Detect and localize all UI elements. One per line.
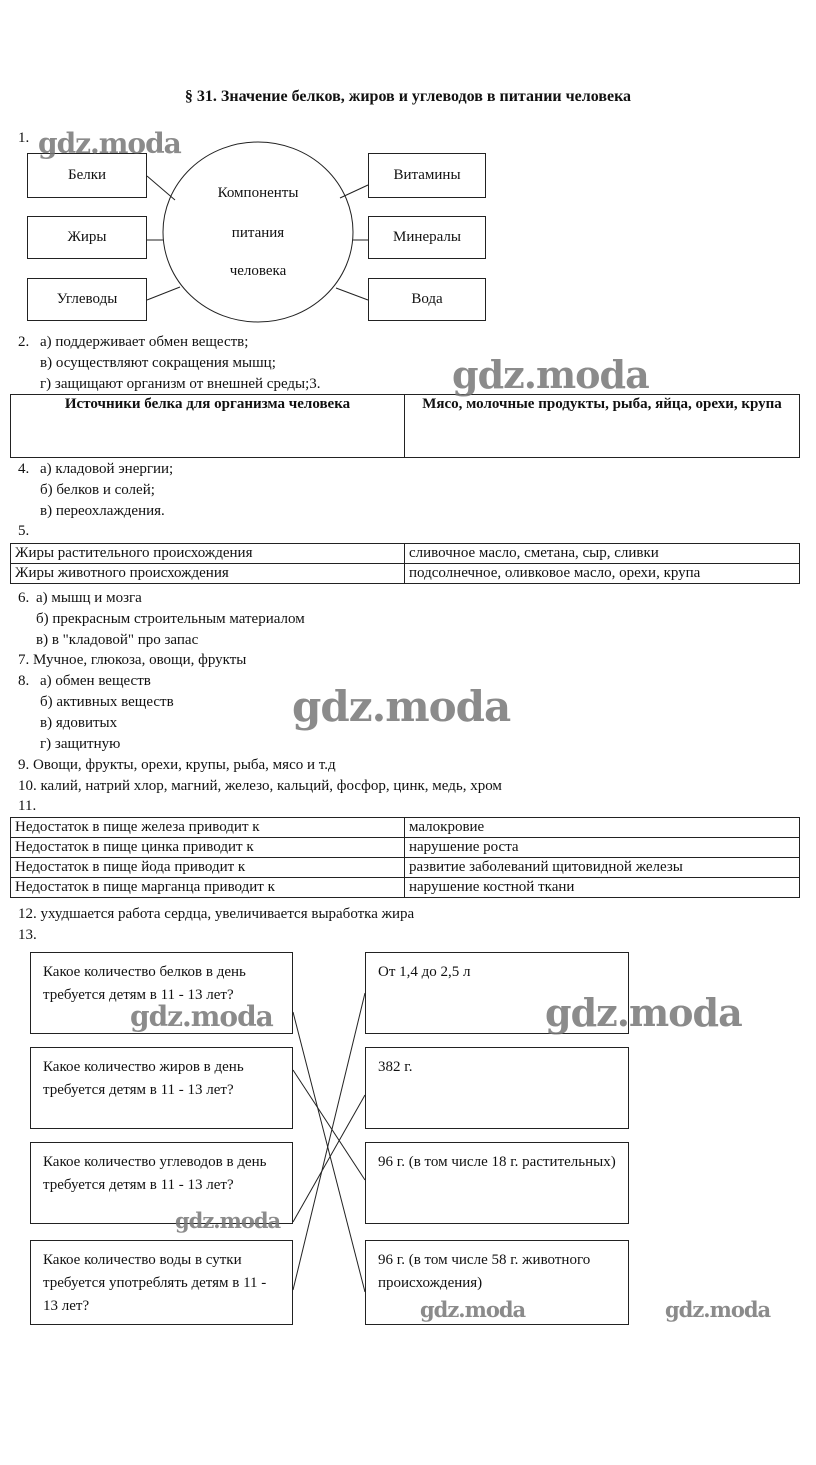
q6-line: б) прекрасным строительным материалом xyxy=(36,611,305,627)
box-water: Вода xyxy=(368,278,486,321)
q8-number: 8. xyxy=(18,673,30,689)
q2-line: а) поддерживает обмен веществ; xyxy=(40,334,249,350)
match-line-3 xyxy=(293,1095,365,1222)
q4-line: а) кладовой энергии; xyxy=(40,461,174,477)
watermark: gdz.moda xyxy=(130,1000,273,1033)
cell: подсолнечное, оливковое масло, орехи, крупа xyxy=(405,564,800,584)
q4-number: 4. xyxy=(18,461,30,477)
cell: Жиры животного происхождения xyxy=(11,564,405,584)
question-box: Какое количество белков в день требуется детям в 11 - 13 лет? xyxy=(30,952,293,1034)
cell: сливочное масло, сметана, сыр, сливки xyxy=(405,544,800,564)
match-line-1 xyxy=(293,1012,365,1292)
center-line-3: человека xyxy=(229,263,287,279)
box-fats: Жиры xyxy=(27,216,147,259)
watermark: gdz.moda xyxy=(420,1297,526,1322)
table-row xyxy=(11,838,800,858)
q4-line: в) переохлаждения. xyxy=(40,503,165,519)
cell: малокровие xyxy=(405,818,800,838)
q11-number: 11. xyxy=(18,798,37,814)
watermark: gdz.moda xyxy=(292,682,511,731)
center-line-1: Компоненты xyxy=(217,185,299,201)
question-box: Какое количество жиров в день требуется детям в 11 - 13 лет? xyxy=(30,1047,293,1129)
q5-number: 5. xyxy=(18,523,30,539)
table-row xyxy=(11,544,800,564)
center-line-2: питания xyxy=(231,225,285,241)
box-vitamins: Витамины xyxy=(368,153,486,198)
box-carbs: Углеводы xyxy=(27,278,147,321)
table-row xyxy=(11,878,800,898)
q3-left: Источники белка для организма человека xyxy=(11,395,405,458)
cell: Недостаток в пище железа приводит к xyxy=(11,818,405,838)
q8-line: в) ядовитых xyxy=(40,715,118,731)
q12: 12. ухудшается работа сердца, увеличивается выработка жира xyxy=(18,906,415,922)
table-row xyxy=(11,858,800,878)
q8-line: б) активных веществ xyxy=(40,694,174,710)
q2-line: в) осуществляют сокращения мышц; xyxy=(40,355,276,371)
match-line-4 xyxy=(293,993,365,1290)
cell: Недостаток в пище цинка приводит к xyxy=(11,838,405,858)
q5-table xyxy=(10,543,800,584)
q3-table xyxy=(10,394,800,458)
q8-line: а) обмен веществ xyxy=(40,673,151,689)
cell: Недостаток в пище марганца приводит к xyxy=(11,878,405,898)
q1-number: 1. xyxy=(18,130,30,146)
q13-number: 13. xyxy=(18,927,37,943)
cell: Недостаток в пище йода приводит к xyxy=(11,858,405,878)
watermark: gdz.moda xyxy=(175,1208,281,1233)
q6-line: а) мышц и мозга xyxy=(36,590,142,606)
arrow-carbs xyxy=(147,287,180,300)
box-minerals: Минералы xyxy=(368,216,486,259)
q6-number: 6. xyxy=(18,590,30,606)
watermark: gdz.moda xyxy=(452,352,649,397)
q9: 9. Овощи, фрукты, орехи, крупы, рыба, мясо и т.д xyxy=(18,757,336,773)
q3-right: Мясо, молочные продукты, рыба, яйца, орехи, крупа xyxy=(405,395,800,458)
q4-line: б) белков и солей; xyxy=(40,482,155,498)
cell: развитие заболеваний щитовидной железы xyxy=(405,858,800,878)
watermark: gdz.moda xyxy=(38,127,181,160)
answer-box: 96 г. (в том числе 18 г. растительных) xyxy=(365,1142,629,1224)
box-proteins: Белки xyxy=(27,153,147,198)
match-line-2 xyxy=(293,1070,365,1180)
table-row xyxy=(11,818,800,838)
watermark: gdz.moda xyxy=(545,990,742,1035)
q10: 10. калий, натрий хлор, магний, железо, кальций, фосфор, цинк, медь, хром xyxy=(18,778,502,794)
watermark: gdz.moda xyxy=(665,1297,771,1322)
q2-number: 2. xyxy=(18,334,30,350)
answer-box: 382 г. xyxy=(365,1047,629,1129)
q11-table xyxy=(10,817,800,898)
page-title: § 31. Значение белков, жиров и углеводов в питании человека xyxy=(184,88,632,105)
q8-line: г) защитную xyxy=(40,736,121,752)
question-box: Какое количество углеводов в день требуется детям в 11 - 13 лет? xyxy=(30,1142,293,1224)
arrow-water xyxy=(336,288,368,300)
cell: нарушение роста xyxy=(405,838,800,858)
q6-line: в) в "кладовой" про запас xyxy=(36,632,199,648)
q2-line: г) защищают организм от внешней среды;3. xyxy=(40,376,321,392)
question-box: Какое количество воды в сутки требуется употреблять детям в 11 - 13 лет? xyxy=(30,1240,293,1325)
cell: Жиры растительного происхождения xyxy=(11,544,405,564)
answer-box: 96 г. (в том числе 58 г. животного происхождения) xyxy=(365,1240,629,1325)
q7: 7. Мучное, глюкоза, овощи, фрукты xyxy=(18,652,247,668)
cell: нарушение костной ткани xyxy=(405,878,800,898)
table-row xyxy=(11,564,800,584)
answer-box: От 1,4 до 2,5 л xyxy=(365,952,629,1034)
